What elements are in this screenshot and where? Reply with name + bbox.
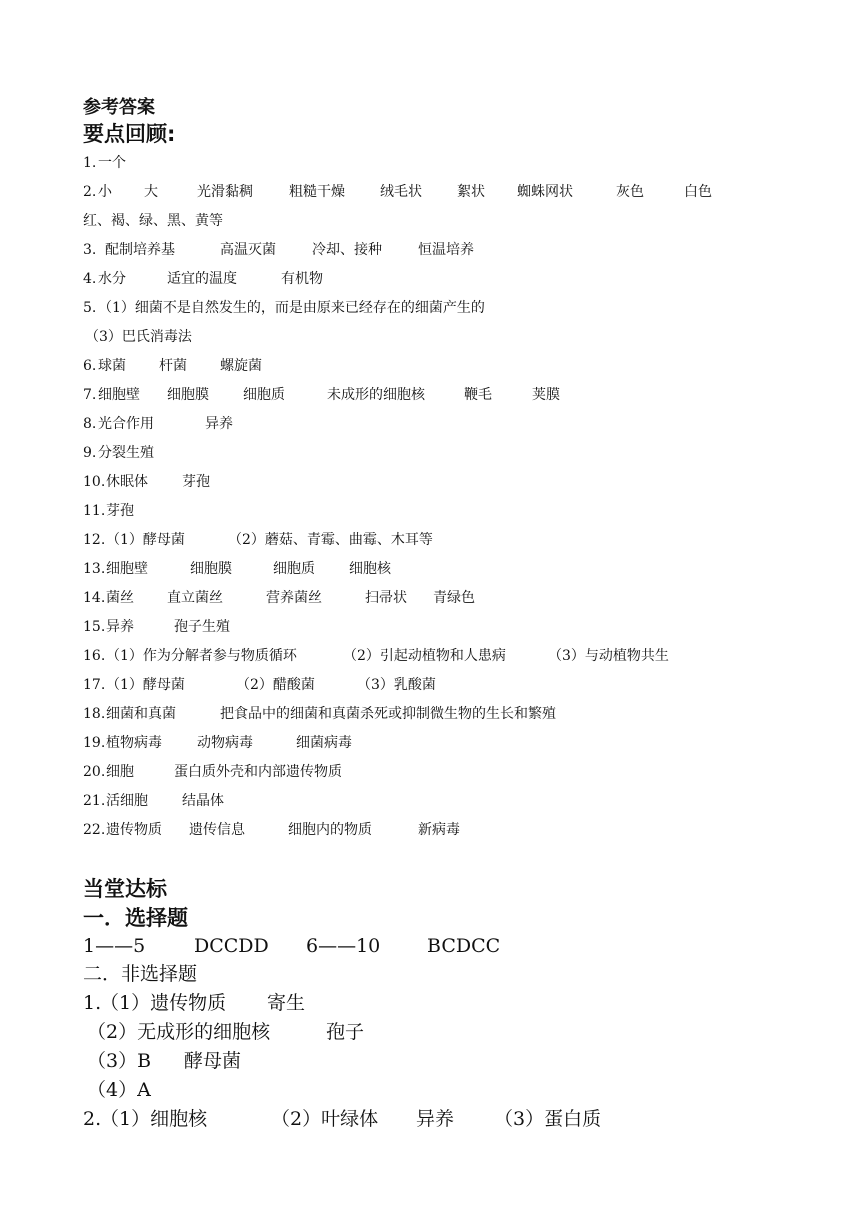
nonchoice-heading: 二．非选择题: [83, 963, 198, 985]
answers-heading: 参考答案: [83, 97, 155, 118]
answer-page: 参考答案 要点回顾: 1. 一个 2. 小 大 光滑黏稠 粗糙干燥 绒毛状 絮状 蜘蛛网状 灰色 白色 红、褐、绿、黑、黄等 3. 配制培养基 高温灭菌 冷却、接种 恒温培养 4. 水分 适宜的温度 有机物 5. （1）细菌不是自然发生的，而是由原来已经存在的细菌产生的 （3）巴氏消毒法 6. 球菌 杆菌 螺旋菌 7. 细胞壁 细胞膜 细胞质 未成形的细胞核 鞭毛 荚膜 8. 光合作用 异养 9. 分裂生殖 10. 休眠体 芽孢 11. 芽孢 12. （1）酵母菌 （2）蘑菇、青霉、曲霉、木耳等 13. 细胞壁 细胞膜 细胞质 细胞核 14. 菌丝 直立菌丝 营养菌丝 扫帚状 青绿色 15. 异养 孢子生殖 16. （1）作为分解者参与物质循环 （2）引起动植物和人患病 （3）与动植物共生 17. （1）酵母菌 （2）醋酸菌 （3）乳酸菌 18. 细菌和真菌 把食品中的细菌和真菌杀死或抑制微生物的生长和繁殖 19. 植物病毒 动物病毒 细菌病毒 20. 细胞 蛋白质外壳和内部遗传物质 21. 活细胞 结晶体 22. 遗传物质 遗传信息 细胞内的物质 新病毒 当堂达标 一．选择题 1——5 DCCDD 6——10 BCDCC 二．非选择题 1. （1）遗传物质 寄生 （2）无成形的细胞核 孢子 （3）B 酵母菌 （4）A 2. （1）细胞核 （2）叶绿体 异养 （3）蛋白质: [0, 0, 860, 1218]
practice-heading: 当堂达标: [83, 877, 167, 901]
review-heading: 要点回顾:: [83, 122, 176, 146]
choice-heading: 一．选择题: [83, 906, 188, 930]
